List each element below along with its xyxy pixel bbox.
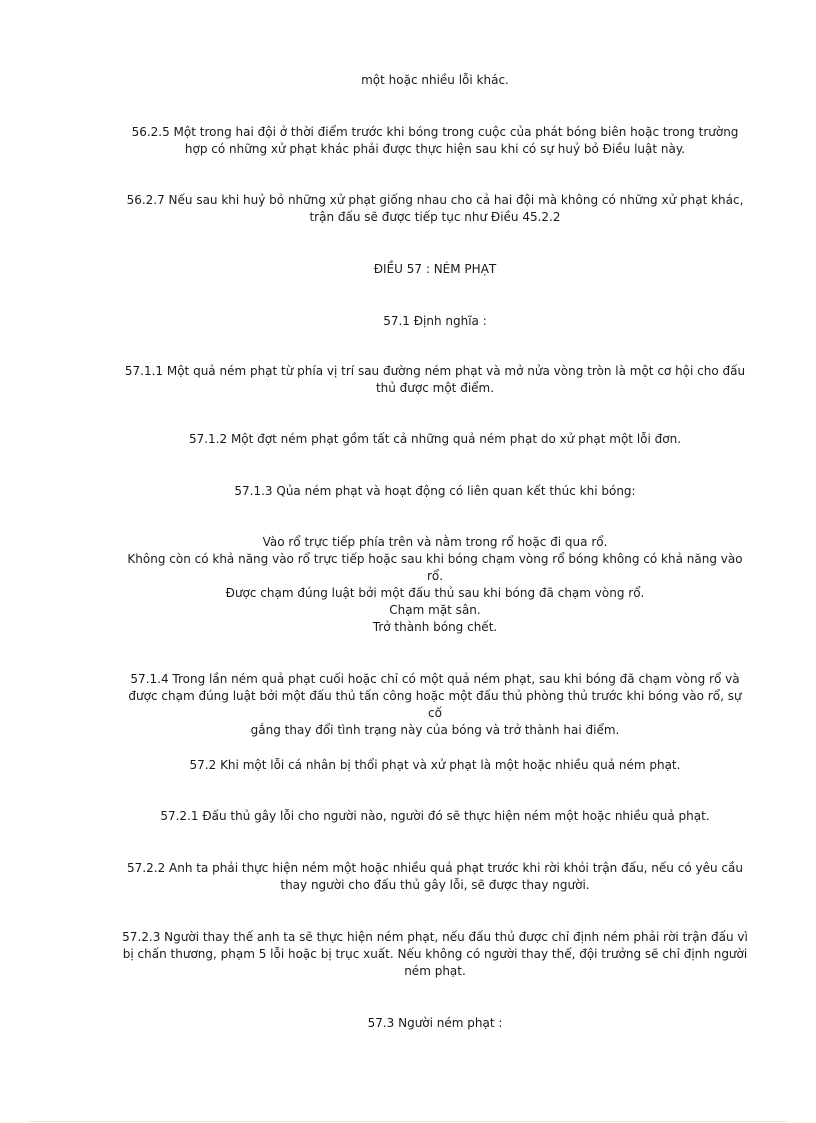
list-item: Được chạm đúng luật bởi một đấu thủ sau khi bóng đã chạm vòng rổ. [225,586,645,600]
paragraph-57-1-1 [120,363,750,397]
paragraph-57-1-4 [120,671,750,739]
text-line: thay người cho đấu thủ gây lỗi, sẽ được thay người. [280,878,590,892]
text-line: 57.2 Khi một lỗi cá nhân bị thổi phạt và xử phạt là một hoặc nhiều quả ném phạt. [189,758,681,772]
paragraph-57-1 [120,313,750,330]
paragraph-57-2-3 [120,929,750,980]
paragraph-continuation [120,72,750,89]
paragraph-57-2 [120,757,750,774]
paragraph-57-1-3 [120,483,750,500]
paragraph-56-2-5 [120,124,750,158]
text-line: 57.1.4 Trong lần ném quả phạt cuối hoặc chỉ có một quả ném phạt, sau khi bóng đã chạm vòng rổ và [130,672,740,686]
list-item: Vào rổ trực tiếp phía trên và nằm trong rổ hoặc đi qua rổ. [262,535,608,549]
text-line: hợp có những xử phạt khác phải được thực hiện sau khi có sự huỷ bỏ Điều luật này. [184,142,686,156]
heading-article-57 [120,261,750,278]
text-line: 57.1 Định nghĩa : [383,314,487,328]
text-line: 56.2.7 Nếu sau khi huỷ bỏ những xử phạt giống nhau cho cả hai đội mà không có những xử phạt khác, [126,193,744,207]
text-line: 57.2.2 Anh ta phải thực hiện ném một hoặc nhiều quả phạt trước khi rời khỏi trận đấu, nếu có yêu cầu [127,861,743,875]
text-line: một hoặc nhiều lỗi khác. [361,73,509,87]
text-line: 57.2.1 Đấu thủ gây lỗi cho người nào, người đó sẽ thực hiện ném một hoặc nhiều quả phạt. [160,809,710,823]
text-line: 57.1.3 Qủa ném phạt và hoạt động có liên quan kết thúc khi bóng: [234,484,636,498]
list-item: rổ. [426,569,444,583]
text-line: 57.3 Người ném phạt : [367,1016,503,1030]
list-item: Không còn có khả năng vào rổ trực tiếp hoặc sau khi bóng chạm vòng rổ bóng không có khả năng vào [127,552,743,566]
paragraph-57-2-2 [120,860,750,894]
paragraph-57-1-2 [120,431,750,448]
list-item: Trở thành bóng chết. [372,620,498,634]
list-57-1-3 [120,534,750,636]
page-bottom-divider [28,1121,788,1122]
text-line: trận đấu sẽ được tiếp tục như Điều 45.2.2 [309,210,561,224]
text-line: bị chấn thương, phạm 5 lỗi hoặc bị trục xuất. Nếu không có người thay thế, đội trưởng sẽ chỉ định người [122,947,748,961]
text-line: 57.1.1 Một quả ném phạt từ phía vị trí sau đường ném phạt và mở nửa vòng tròn là một cơ hội cho đấu [124,364,746,378]
paragraph-57-2-1 [120,808,750,825]
text-line: 57.1.2 Một đợt ném phạt gồm tất cả những quả ném phạt do xử phạt một lỗi đơn. [188,432,682,446]
text-line: thủ được một điểm. [375,381,495,395]
text-line: được chạm đúng luật bởi một đấu thủ tấn công hoặc một đấu thủ phòng thủ trước khi bóng vào rổ, sự cố [128,689,742,720]
list-item: Chạm mặt sân. [389,603,481,617]
paragraph-56-2-7 [120,192,750,226]
text-line: 57.2.3 Người thay thế anh ta sẽ thực hiện ném phạt, nếu đấu thủ được chỉ định ném phải rời trận đấu vì [122,930,748,944]
text-line: ném phạt. [404,964,466,978]
paragraph-57-3 [120,1015,750,1032]
text-line: 56.2.5 Một trong hai đội ở thời điểm trước khi bóng trong cuộc của phát bóng biên hoặc trong trường [131,125,739,139]
heading-text: ĐIỀU 57 : NÉM PHẠT [373,262,497,276]
text-line: gắng thay đổi tình trạng này của bóng và trở thành hai điểm. [250,723,620,737]
